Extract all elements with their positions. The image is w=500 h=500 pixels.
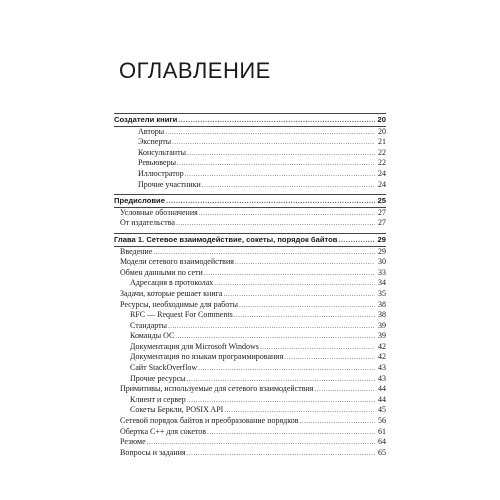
toc-page-number: 24	[378, 179, 386, 189]
toc-entry-label: Глава 1. Сетевое взаимодействие, сокеты, порядок байтов	[114, 234, 338, 244]
dot-leader	[202, 180, 375, 191]
dot-leader	[147, 437, 375, 448]
dot-leader	[168, 321, 375, 332]
toc-entry	[114, 158, 386, 169]
dot-leader	[166, 197, 375, 208]
toc-page-number: 44	[378, 394, 386, 404]
toc-entry-label: Документация для Microsoft Windows	[130, 341, 259, 351]
toc-page-number: 22	[378, 147, 386, 157]
section-rule	[114, 233, 386, 234]
toc-entry-label: Сайт StackOverflow	[130, 363, 198, 373]
toc-entry	[114, 268, 386, 279]
toc-page-number: 44	[378, 384, 386, 394]
toc-entry-label: Модели сетевого взаимодействия	[120, 257, 234, 267]
toc-entry-label: Сетевой порядок байтов и преобразование порядков	[120, 416, 299, 426]
toc-entry-label: Сокеты Беркли, POSIX API	[130, 405, 224, 415]
toc-page-number: 20	[378, 126, 386, 136]
toc-page-number: 38	[378, 299, 386, 309]
toc-page-number: 20	[377, 115, 386, 124]
toc-entry-label: Введение	[120, 246, 153, 256]
toc-entry-label: Задачи, которые решает книга	[120, 288, 223, 298]
dot-leader	[187, 374, 375, 385]
toc-chapter-heading	[114, 235, 386, 246]
toc-page-number: 33	[378, 267, 386, 277]
dot-leader	[204, 268, 375, 279]
toc-entry	[114, 148, 386, 159]
toc-entry	[114, 169, 386, 180]
toc-page-number: 64	[378, 437, 386, 447]
dot-leader	[239, 300, 375, 311]
toc-entry-label: Документация по языкам программирования	[130, 352, 284, 362]
toc-entry	[114, 321, 386, 332]
toc-entry	[114, 127, 386, 138]
toc-entry-label: Клиент и сервер	[130, 394, 186, 404]
toc-entry	[114, 342, 386, 353]
dot-leader	[315, 384, 376, 395]
dot-leader	[187, 148, 375, 159]
dot-leader	[199, 208, 375, 219]
toc-entry	[114, 257, 386, 268]
dot-leader	[187, 395, 375, 406]
toc-page-number: 39	[378, 320, 386, 330]
toc-entry	[114, 395, 386, 406]
toc-page-number: 22	[378, 158, 386, 168]
toc-page-number: 25	[377, 196, 386, 206]
dot-leader	[198, 363, 375, 374]
toc-entry-label: Обертка C++ для сокетов	[120, 426, 207, 436]
dot-leader	[214, 278, 375, 289]
dot-leader	[284, 352, 375, 363]
dot-leader	[175, 331, 375, 342]
toc-page-number: 61	[378, 426, 386, 436]
toc-page-number: 30	[378, 257, 386, 267]
toc-page-number: 39	[378, 331, 386, 341]
dot-leader	[153, 247, 375, 258]
toc-entry	[114, 218, 386, 229]
toc-entry	[114, 352, 386, 363]
toc-entry	[114, 448, 386, 459]
toc-chapter-heading	[114, 196, 386, 207]
dot-leader	[177, 158, 375, 169]
toc-entry-label: Прочие ресурсы	[130, 373, 186, 383]
toc-entry	[114, 374, 386, 385]
dot-leader	[338, 236, 375, 247]
toc-entry-label: Прочие участники	[138, 179, 201, 189]
toc-page-number: 24	[378, 168, 386, 178]
dot-leader	[260, 342, 375, 353]
toc-entry-label: Условные обозначения	[120, 207, 198, 217]
dot-leader	[235, 257, 375, 268]
table-of-contents	[114, 113, 386, 458]
toc-entry	[114, 384, 386, 395]
toc-entry	[114, 300, 386, 311]
toc-entry	[114, 405, 386, 416]
toc-page-number: 34	[378, 278, 386, 288]
page-title: ОГЛАВЛЕНИЕ	[119, 58, 271, 83]
toc-entry-label: Создатели книги	[114, 115, 178, 124]
toc-page-number: 43	[378, 363, 386, 373]
toc-entry-label: RFC — Request For Comments	[130, 310, 233, 320]
toc-entry	[114, 137, 386, 148]
toc-page-number: 35	[378, 288, 386, 298]
toc-entry-label: Ресурсы, необходимые для работы	[120, 299, 238, 309]
toc-entry-label: Команды ОС	[130, 331, 175, 341]
toc-entry-label: Вопросы и задания	[120, 447, 186, 457]
toc-entry	[114, 363, 386, 374]
toc-page-number: 43	[378, 373, 386, 383]
toc-page-number: 42	[378, 352, 386, 362]
dot-leader	[234, 310, 375, 321]
dot-leader	[178, 116, 375, 127]
toc-entry	[114, 180, 386, 191]
dot-leader	[300, 416, 376, 427]
toc-page-number: 42	[378, 341, 386, 351]
section-rule	[114, 194, 386, 195]
toc-page-number: 27	[378, 218, 386, 228]
toc-entry	[114, 278, 386, 289]
dot-leader	[187, 448, 375, 459]
toc-entry-label: От издательства	[120, 218, 175, 228]
dot-leader	[172, 137, 375, 148]
toc-page-number: 29	[377, 234, 386, 244]
toc-entry-label: Предисловие	[114, 196, 165, 206]
toc-entry-label: Примитивы, используемые для сетевого взаимодействия	[120, 384, 314, 394]
dot-leader	[185, 169, 375, 180]
toc-entry-label: Резюме	[120, 437, 146, 447]
toc-entry-label: Адресация в протоколах	[130, 278, 214, 288]
toc-page-number: 38	[378, 310, 386, 320]
toc-page-number: 45	[378, 405, 386, 415]
dot-leader	[176, 218, 375, 229]
toc-entry-label: Авторы	[138, 126, 165, 136]
toc-page-number: 65	[378, 447, 386, 457]
dot-leader	[165, 127, 375, 138]
toc-entry-label: Обмен данными по сети	[120, 267, 203, 277]
toc-entry	[114, 310, 386, 321]
toc-entry	[114, 289, 386, 300]
toc-entry	[114, 331, 386, 342]
toc-entry	[114, 427, 386, 438]
toc-entry-label: Консультанты	[138, 147, 186, 157]
toc-entry-label: Иллюстратор	[138, 168, 184, 178]
dot-leader	[224, 405, 375, 416]
toc-entry	[114, 247, 386, 258]
dot-leader	[223, 289, 375, 300]
section-rule	[114, 113, 386, 114]
toc-entry-label: Стандарты	[130, 320, 168, 330]
dot-leader	[207, 427, 375, 438]
toc-page-number: 29	[378, 246, 386, 256]
toc-page-number: 27	[378, 207, 386, 217]
toc-entry-label: Ревьюверы	[138, 158, 176, 168]
toc-page-number: 21	[378, 137, 386, 147]
toc-entry	[114, 416, 386, 427]
toc-entry-label: Эксперты	[138, 137, 172, 147]
toc-entry	[114, 208, 386, 219]
toc-chapter-heading	[114, 115, 386, 126]
toc-page-number: 56	[378, 416, 386, 426]
toc-entry	[114, 437, 386, 448]
